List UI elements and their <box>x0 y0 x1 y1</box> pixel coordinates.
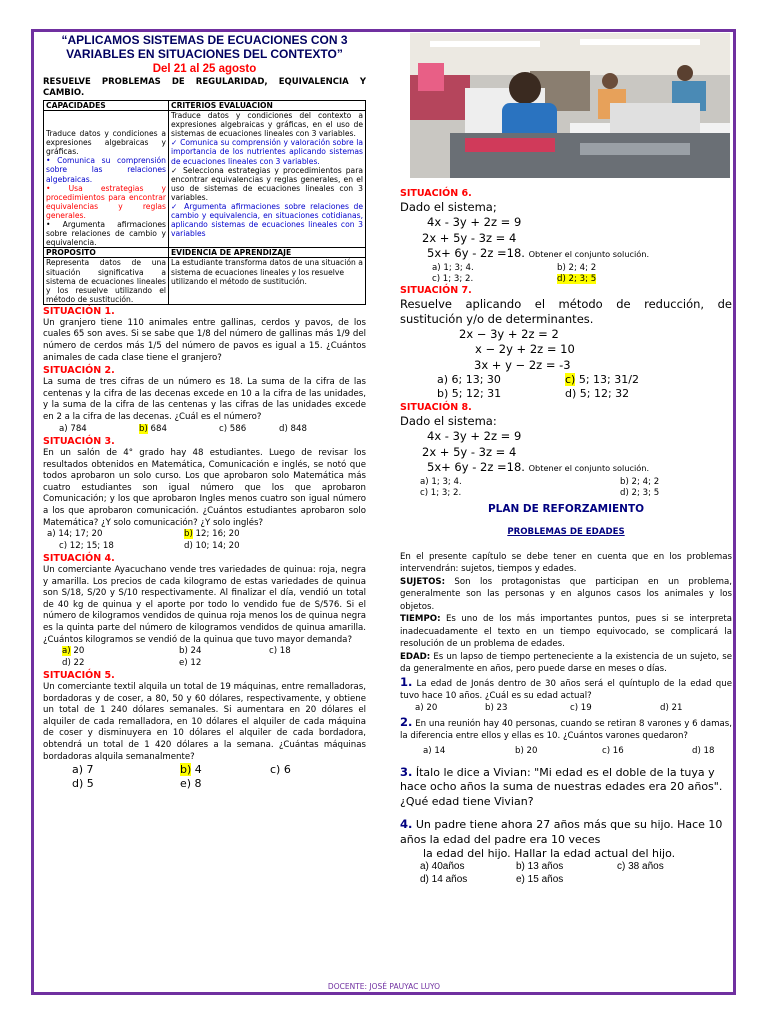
option-b[interactable] <box>184 529 304 540</box>
situacion-3-text: En un salón de 4° grado hay 48 estudiantes. Luego de revisar los resultados obtenidos en Matemática, Comunicación e inglés, se notó que todos aprobaron un solo curso. Los que aprobaron solo Matemática más cuatro estudiantes son igual número que los que aprobaron Comunicación; y los que aprobaron Ingles menos cuatro son igual número a los que aprobaron comunicación. ¿Cuántos estudiantes aprobaron solo Matemática? ¿Y solo comunicación? ¿Y solo inglés? <box>43 448 366 528</box>
situacion-4-title: SITUACIÓN 4. <box>43 553 115 564</box>
problem-3-text: Ítalo le dice a Vivian: "Mi edad es el doble de la tuya y hace ocho años la suma de nuestras edades era 20 años". ¿Qué edad tiene Vivian? <box>400 765 723 808</box>
situacion-3-title: SITUACIÓN 3. <box>43 436 115 448</box>
situacion-7-options <box>400 373 732 401</box>
option-b[interactable]: b) 20 <box>515 745 538 756</box>
situacion-6-eq1: 4x - 3y + 2z = 9 <box>427 215 522 229</box>
situacion-2-title: SITUACIÓN 2. <box>43 365 115 377</box>
option-c[interactable]: c) 19 <box>570 702 592 713</box>
option-d[interactable]: d) 2; 3; 5 <box>620 487 660 498</box>
option-e[interactable]: e) 8 <box>180 777 202 791</box>
competencia: RESUELVE PROBLEMAS DE REGULARIDAD, EQUIVALENCIA Y CAMBIO. <box>43 77 366 98</box>
problem-3 <box>400 765 732 810</box>
crit-3: ✓ Selecciona estrategias y procedimientos para encontrar equivalencias y reglas generales, en el uso de sistemas de ecuaciones lineales con 3 variables. <box>171 165 363 202</box>
option-c[interactable] <box>565 373 695 387</box>
situacion-6-title: SITUACIÓN 6. <box>400 188 472 199</box>
situacion-6-eq3: 5x+ 6y - 2z =18. <box>427 246 525 260</box>
option-a[interactable]: a) 784 <box>59 423 87 434</box>
situacion-7-title: SITUACIÓN 7. <box>400 284 472 296</box>
edad-text: Es un lapso de tiempo perteneciente a la existencia de un sujeto, se da generalmente en años, pero puede darse en meses o días. <box>400 651 732 674</box>
problem-4 <box>400 817 732 847</box>
option-a[interactable]: a) 40años <box>420 861 465 872</box>
problem-4-number: 4. <box>400 817 413 831</box>
option-a-letter: a) <box>62 646 71 657</box>
situacion-4-text: Un comerciante Ayacuchano vende tres variedades de quinua: roja, negra y amarilla. Los precios de cada kilogramo de estas variedades de quinua son S/18, S/20 y S/10 respectivamente. Al finalizar el día, vendió un total de 40 kg de quinua y el aporte por todo lo vendido fue de S/576. Si el número de kilogramos vendidos de quinua roja menos los de quinua negra es la quinta parte del número de kilogramos vendidos de quinua amarilla. ¿Cuántos kilogramos se vendió de la quinua que tuvo mayor demanda? <box>43 565 366 645</box>
option-d[interactable]: d) 14 años <box>420 873 468 885</box>
tiempo-label: TIEMPO: <box>400 614 441 624</box>
option-e[interactable]: e) 15 años <box>516 873 564 885</box>
situacion-5-title: SITUACIÓN 5. <box>43 669 115 681</box>
problem-4-text2: la edad del hijo. Hallar la edad actual del hijo. <box>423 847 676 860</box>
option-b[interactable]: b) 5; 12; 31 <box>437 387 502 400</box>
problem-4-options <box>400 861 732 886</box>
problem-2-text: En una reunión hay 40 personas, cuando se retiran 8 varones y 6 damas, la diferencia entre ellos y ellas es 10. ¿Cuántos varones quedaron? <box>400 718 732 741</box>
option-b[interactable]: b) 24 <box>179 646 202 657</box>
problem-1-options <box>400 703 732 714</box>
situacion-7-eq2: x − 2y + 2z = 10 <box>475 342 575 356</box>
crit-1: Traduce datos y condiciones del contexto a expresiones algebraicas y gráficas, en el uso de sistemas de ecuaciones lineales con 3 variables. <box>171 111 363 139</box>
option-c-letter: c) <box>565 373 576 386</box>
problem-3-number: 3. <box>400 764 413 779</box>
situacion-7-eq3: 3x + y − 2z = -3 <box>474 357 571 372</box>
criteria-table <box>43 100 366 305</box>
option-b[interactable] <box>180 763 270 777</box>
option-c[interactable]: c) 586 <box>219 423 247 434</box>
problem-1 <box>400 676 732 703</box>
problemas-subtitle: PROBLEMAS DE EDADES <box>507 526 625 537</box>
situacion-5-options <box>43 763 366 791</box>
situacion-8-eq3: 5x+ 6y - 2z =18. <box>427 460 525 474</box>
option-c-value: 5; 13; 31/2 <box>575 373 639 386</box>
option-a[interactable]: a) 1; 3; 4. <box>420 476 462 487</box>
tiempo-paragraph <box>400 613 732 651</box>
option-a[interactable]: a) 1; 3; 4. <box>432 262 474 273</box>
situacion-1-title: SITUACIÓN 1. <box>43 305 115 317</box>
problem-4-text: Un padre tiene ahora 27 años más que su hijo. Hace 10 años la edad del padre era 10 veces <box>400 818 723 846</box>
option-d[interactable]: d) 21 <box>660 702 683 713</box>
situacion-5-text: Un comerciante textil alquila un total de 19 máquinas, entre remalladoras, bordadoras y de coser, a 80, 50 y 60 dólares, respectivamente, y obtiene un total de 1 240 dólares semanales. Si aumentara en 20 dólares el alquiler de cada remalladora, en 10 dólares el alquiler de cada máquina de coser y disminuyera en 10 dólares el alquiler de cada bordadora, obtendrá un total de 1 420 dólares a la semana. ¿Cuántas máquinas bordadoras alquila semanalmente? <box>43 681 366 762</box>
situacion-6-options <box>400 263 732 285</box>
option-d[interactable]: d) 10; 14; 20 <box>184 540 240 551</box>
option-d[interactable]: d) 18 <box>692 745 715 756</box>
cap-header: CAPACIDADES <box>44 101 169 111</box>
option-a[interactable]: a) 6; 13; 30 <box>437 373 501 386</box>
proposito-cell: Representa datos de una situación significativa a sistema de ecuaciones lineales y los resuelve utilizando el método de sustitución. <box>44 258 169 304</box>
option-c[interactable]: c) 1; 3; 2. <box>432 273 474 284</box>
docente-footer: DOCENTE: JOSÉ PAUYAC LUYO <box>327 982 441 991</box>
evid-header: EVIDENCIA DE APRENDIZAJE <box>169 248 366 258</box>
option-c[interactable]: c) 18 <box>269 646 291 657</box>
capacidades-cell <box>44 111 169 248</box>
situacion-8-eq1: 4x - 3y + 2z = 9 <box>427 429 522 443</box>
option-b-value: 684 <box>147 423 167 434</box>
left-column <box>43 33 366 791</box>
option-b[interactable]: b) 2; 4; 2 <box>620 476 660 487</box>
problem-1-number: 1. <box>400 674 413 689</box>
situacion-6-obtener: Obtener el conjunto solución. <box>528 249 650 259</box>
option-b-letter: b) <box>184 529 193 540</box>
plan-intro: En el presente capítulo se debe tener en cuenta que en los problemas intervendrán: sujetos, tiempos y edades. <box>400 551 732 574</box>
crit-header: CRITERIOS EVALUACION <box>169 101 366 111</box>
situacion-2-options <box>43 424 366 435</box>
situacion-4-options <box>43 646 366 669</box>
problem-2 <box>400 716 732 743</box>
plan-title: PLAN DE REFORZAMIENTO <box>487 502 645 515</box>
page-title: “APLICAMOS SISTEMAS DE ECUACIONES CON 3 VARIABLES EN SITUACIONES DEL CONTEXTO” <box>61 33 348 61</box>
situacion-8-obtener: Obtener el conjunto solución. <box>528 463 650 473</box>
textile-workers-photo <box>410 33 730 178</box>
option-c[interactable]: c) 12; 15; 18 <box>59 540 114 551</box>
situacion-8-title: SITUACIÓN 8. <box>400 402 472 413</box>
tiempo-text: Es uno de los más importantes puntos, pues si se interpreta inadecuadamente el texto en un tiempo equivocado, se complicará la resolución de un problema de edades. <box>400 614 732 649</box>
situacion-8-options <box>400 477 732 499</box>
evidencia-cell: La estudiante transforma datos de una situación a sistema de ecuaciones lineales y los resuelve utilizando el método de sustitución. <box>169 258 366 304</box>
option-c[interactable]: c) 16 <box>602 745 624 756</box>
option-b-value: 4 <box>191 763 202 777</box>
cap-2: • Comunica su comprensión sobre las relaciones algebraicas. <box>46 156 166 184</box>
option-b[interactable] <box>139 424 219 435</box>
right-column <box>400 33 732 886</box>
option-d[interactable]: d) 5 <box>72 777 94 791</box>
crit-2: ✓ Comunica su comprensión y valoración sobre la importancia de los nutrientes aplicando sistemas de ecuaciones lineales con 3 variables. <box>171 138 363 166</box>
option-a[interactable]: a) 14 <box>423 745 446 756</box>
option-c[interactable]: c) 1; 3; 2. <box>420 487 462 498</box>
option-d-value: d) 2; 3; 5 <box>557 273 597 284</box>
cap-4: • Argumenta afirmaciones sobre relaciones de cambio y equivalencia. <box>46 220 166 248</box>
situacion-7-eq1: 2x − 3y + 2z = 2 <box>459 326 559 341</box>
prop-header: PROPOSITO <box>44 248 169 258</box>
crit-4: ✓ Argumenta afirmaciones sobre relaciones de cambio y equivalencia, en situaciones cotidianas, aplicando sistemas de ecuaciones lineales con 3 variables <box>171 202 363 239</box>
situacion-6-eq2: 2x + 5y - 3z = 4 <box>422 230 517 245</box>
option-a[interactable]: a) 14; 17; 20 <box>47 529 103 540</box>
option-a[interactable] <box>62 646 179 657</box>
option-d[interactable]: d) 848 <box>279 423 307 434</box>
situacion-2-text: La suma de tres cifras de un número es 18. La suma de la cifra de las centenas y la cifra de las decenas excede en 10 a la cifra de las unidades, y la suma de la cifra de las centenas y las cifras de las unidades excede en 2 a la cifra de las decenas. ¿Cuál es el número? <box>43 377 366 423</box>
situacion-1-text: Un granjero tiene 110 animales entre gallinas, cerdos y pavos, de los cuales 65 son aves. Si se sabe que 1/8 del número de gallinas más 1/9 del número de cerdos más 1/5 del número de pavos es igual a 15. ¿Cuántos animales de cada clase tiene el granjero? <box>43 317 366 363</box>
option-b[interactable]: b) 2; 4; 2 <box>557 262 597 273</box>
cap-3: • Usa estrategias y procedimientos para encontrar equivalencias y reglas generales. <box>46 183 166 220</box>
option-b[interactable]: b) 23 <box>485 702 508 713</box>
option-e[interactable]: e) 12 <box>179 657 202 668</box>
situacion-7-text: Resuelve aplicando el método de reducción, de sustitución y/o de determinantes. <box>400 296 732 326</box>
option-d[interactable]: d) 5; 12; 32 <box>565 387 630 400</box>
situacion-8-intro: Dado el sistema: <box>400 414 497 428</box>
option-a[interactable]: a) 20 <box>415 702 438 713</box>
date-range: Del 21 al 25 agosto <box>152 63 257 75</box>
option-d[interactable] <box>557 274 677 285</box>
option-b[interactable]: b) 13 años <box>516 861 564 872</box>
sujetos-label: SUJETOS: <box>400 576 446 587</box>
criterios-cell <box>169 111 366 248</box>
situacion-3-options <box>43 529 366 552</box>
sujetos-paragraph <box>400 576 732 614</box>
problem-2-options <box>400 746 732 757</box>
problem-1-text: La edad de Jonás dentro de 30 años será el quíntuplo de la edad que tuvo hace 10 años. ¿Cuál es su edad actual? <box>400 678 732 701</box>
problem-2-number: 2. <box>400 714 413 729</box>
option-b-value: 12; 16; 20 <box>192 529 240 540</box>
option-d[interactable]: d) 22 <box>62 657 85 668</box>
option-a-value: 20 <box>70 646 85 657</box>
edad-paragraph <box>400 651 732 676</box>
option-b-letter: b) <box>180 763 192 777</box>
option-b-letter: b) <box>139 423 148 434</box>
option-c[interactable]: c) 38 años <box>617 861 664 872</box>
edad-label: EDAD: <box>400 651 431 662</box>
situacion-8-eq2: 2x + 5y - 3z = 4 <box>422 444 517 459</box>
option-c[interactable]: c) 6 <box>270 763 291 777</box>
sujetos-text: Son los protagonistas que participan en un problema, generalmente son las personas y en algunos casos los animales y los objetos. <box>400 576 732 612</box>
option-a[interactable]: a) 7 <box>72 763 94 777</box>
cap-1: Traduce datos y condiciones a expresiones algebraicas y gráficas. <box>46 129 166 157</box>
situacion-6-intro: Dado el sistema; <box>400 200 497 214</box>
